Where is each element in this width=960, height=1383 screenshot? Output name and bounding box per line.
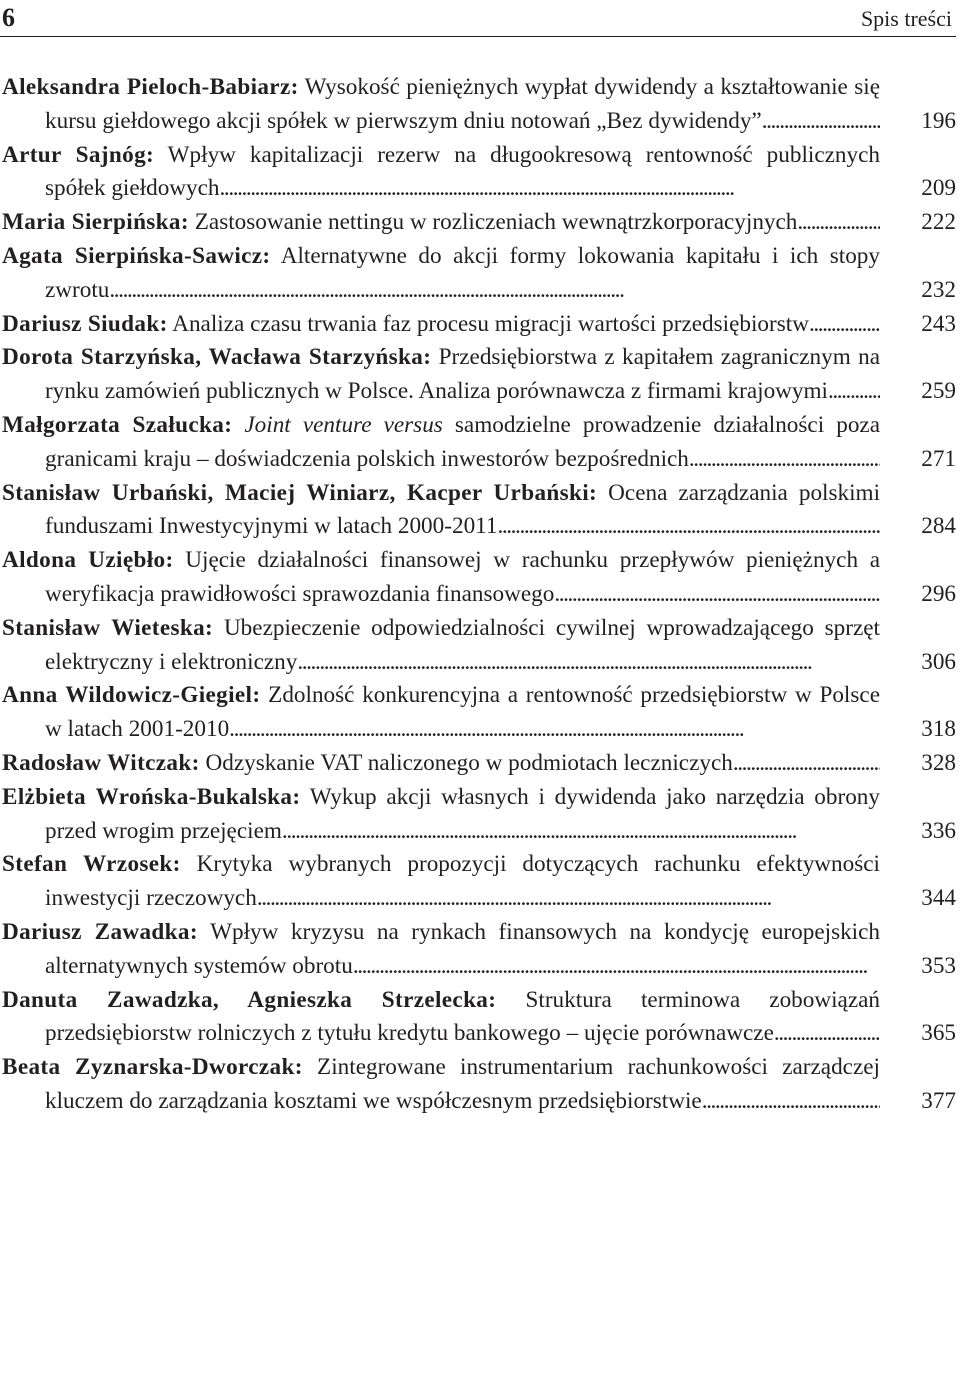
toc-entry-title: Odzyskanie VAT naliczonego w podmiotach leczniczych — [205, 749, 733, 776]
toc-entry-title: Ujęcie działalności finansowej w rachunku przepływów pieniężnych a weryfikacja prawidłowości sprawozdania finansowego — [45, 547, 880, 607]
toc-entry[interactable] — [0, 679, 960, 747]
toc-entry-title: Wpływ kryzysu na rynkach finansowych na kondycję europejskich alternatywnych systemów obrotu — [45, 918, 880, 979]
toc-entry-page-number: 284 — [921, 513, 956, 540]
toc-entry-title: Zintegrowane instrumentarium rachunkowości zarządczej kluczem do zarządzania kosztami we współczesnym przedsiębiorstwie — [45, 1054, 880, 1114]
toc-entry-page-number: 365 — [921, 1020, 956, 1047]
toc-entry-author: Beata Zyznarska-Dworczak: — [2, 1054, 303, 1081]
toc-entry-page-number: 209 — [921, 175, 956, 202]
toc-entry-page-number: 296 — [921, 580, 956, 607]
toc-entry[interactable] — [0, 308, 960, 342]
toc-entry-text — [0, 308, 880, 342]
toc-entry-title-italic: Joint venture versus — [244, 411, 443, 438]
toc-entry-page-number: 196 — [921, 107, 956, 134]
toc-entry-page-number: 259 — [921, 378, 956, 405]
toc-entry-text — [0, 341, 880, 409]
toc-entry-text — [0, 916, 880, 984]
toc-entry-text — [0, 477, 880, 545]
toc-entry[interactable] — [0, 984, 960, 1052]
toc-entry-text — [0, 240, 880, 308]
toc-entry-page-number: 353 — [921, 952, 956, 979]
toc-entry-author: Agata Sierpińska-Sawicz: — [2, 242, 271, 269]
toc-entry-title: Alternatywne do akcji formy lokowania kapitału i ich stopy zwrotu — [45, 242, 880, 303]
toc-entry-title: samodzielne prowadzenie działalności poza granicami kraju – doświadczenia polskich inwestorów bezpośrednich — [45, 411, 880, 472]
toc-entry[interactable] — [0, 747, 960, 781]
toc-entry-page-number: 232 — [921, 276, 956, 303]
toc-entry-text — [0, 747, 880, 781]
toc-entry[interactable] — [0, 477, 960, 545]
toc-entry-text — [0, 1051, 880, 1119]
toc-entry-page-number: 243 — [921, 310, 956, 337]
toc-entry-text — [0, 848, 880, 916]
toc-entry-text — [0, 679, 880, 747]
toc-entry[interactable] — [0, 916, 960, 984]
page-header — [0, 0, 956, 37]
toc-entry-author: Stanisław Urbański, Maciej Winiarz, Kacper Urbański: — [2, 479, 598, 506]
toc-entry-text — [0, 984, 880, 1052]
toc-entry-author: Elżbieta Wrońska-Bukalska: — [2, 783, 301, 810]
toc-entry-title: Struktura terminowa zobowiązań przedsiębiorstw rolniczych z tytułu kredytu bankowego – ujęcie porównawcze — [45, 986, 880, 1047]
toc-entry-title: Wysokość pieniężnych wypłat dywidendy a kształtowanie się kursu giełdowego akcji spółek w pierwszym dniu notowań „Bez dywidendy” — [45, 74, 880, 134]
toc-entry-page-number: 344 — [921, 885, 956, 912]
toc-entry-title: Krytyka wybranych propozycji dotyczących rachunku efektywności inwestycji rzeczowych — [45, 851, 880, 912]
toc-entry-page-number: 328 — [921, 749, 956, 776]
toc-entry-author: Aldona Uziębło: — [2, 547, 174, 574]
toc-entry-author: Anna Wildowicz-Giegiel: — [2, 682, 261, 709]
toc-entry-author: Maria Sierpińska: — [2, 209, 189, 236]
page-number: 6 — [2, 3, 15, 32]
toc-entry-text — [0, 544, 880, 612]
toc-entry-author: Dariusz Zawadka: — [2, 918, 198, 945]
toc-entry-title: Wykup akcji własnych i dywidenda jako narzędzia obrony przed wrogim przejęciem — [45, 783, 880, 844]
toc-entry-author: Artur Sajnóg: — [2, 141, 155, 168]
toc-entry[interactable] — [0, 612, 960, 680]
toc-entry[interactable] — [0, 1051, 960, 1119]
toc-entry-title: Zdolność konkurencyjna a rentowność przedsiębiorstw w Polsce w latach 2001-2010 — [45, 682, 880, 743]
table-of-contents — [0, 71, 960, 1119]
toc-entry[interactable] — [0, 409, 960, 477]
toc-entry-author: Stanisław Wieteska: — [2, 614, 214, 641]
toc-entry-author: Stefan Wrzosek: — [2, 851, 181, 878]
toc-entry-author: Aleksandra Pieloch-Babiarz: — [2, 74, 299, 100]
toc-entry-author: Dariusz Siudak: — [2, 310, 168, 337]
toc-entry[interactable] — [0, 781, 960, 849]
toc-entry-page-number: 336 — [921, 817, 956, 844]
toc-entry-title: Wpływ kapitalizacji rezerw na długookresową rentowność publicznych spółek giełdowych — [45, 141, 880, 202]
toc-entry-text — [0, 139, 880, 207]
toc-entry-page-number: 271 — [921, 445, 956, 472]
toc-entry-title: Przedsiębiorstwa z kapitałem zagranicznym na rynku zamówień publicznych w Polsce. Analiza porównawcza z firmami krajowymi — [45, 344, 880, 405]
toc-entry-text — [0, 612, 880, 680]
toc-entry-page-number: 222 — [921, 209, 956, 236]
toc-entry[interactable] — [0, 139, 960, 207]
toc-entry-title: Ubezpieczenie odpowiedzialności cywilnej wprowadzającego sprzęt elektryczny i elektroniczny — [45, 614, 880, 675]
toc-entry-title: Ocena zarządzania polskimi funduszami Inwestycyjnymi w latach 2000-2011 — [45, 479, 880, 540]
running-title: Spis treści — [860, 6, 952, 31]
toc-entry[interactable] — [0, 544, 960, 612]
toc-entry[interactable] — [0, 240, 960, 308]
toc-entry-author: Dorota Starzyńska, Wacława Starzyńska: — [2, 344, 432, 371]
toc-entry-text — [0, 409, 880, 477]
toc-entry-page-number: 377 — [921, 1087, 956, 1114]
toc-entry[interactable] — [0, 206, 960, 240]
toc-entry-author: Małgorzata Szałucka: — [2, 411, 233, 438]
toc-entry-author: Danuta Zawadzka, Agnieszka Strzelecka: — [2, 986, 497, 1013]
toc-entry[interactable] — [0, 71, 960, 139]
toc-entry-text — [0, 71, 880, 139]
toc-entry-page-number: 318 — [921, 716, 956, 743]
toc-entry-author: Radosław Witczak: — [2, 749, 200, 776]
toc-entry-text — [0, 781, 880, 849]
toc-entry-page-number: 306 — [921, 648, 956, 675]
toc-entry-title: Zastosowanie nettingu w rozliczeniach wewnątrzkorporacyjnych — [194, 209, 798, 236]
toc-entry-text — [0, 206, 880, 240]
toc-entry[interactable] — [0, 848, 960, 916]
toc-entry[interactable] — [0, 341, 960, 409]
toc-entry-title: Analiza czasu trwania faz procesu migracji wartości przedsiębiorstw — [172, 310, 809, 337]
